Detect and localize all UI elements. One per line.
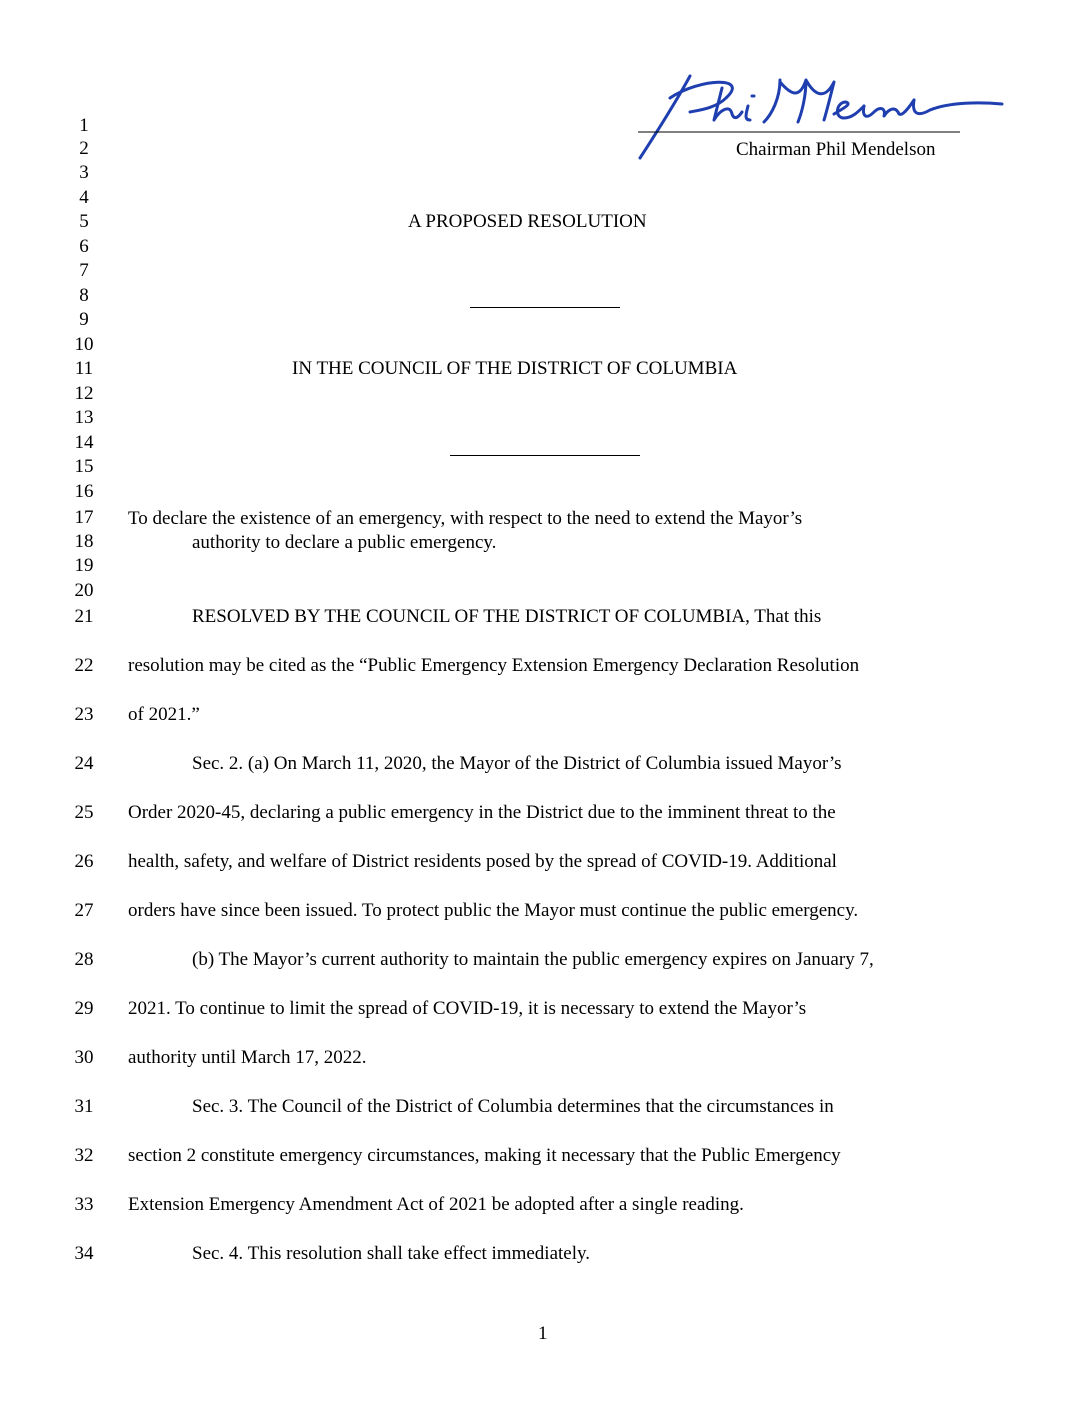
line-number: 24 [74,753,94,774]
line-number: 7 [79,260,89,281]
body-line: (b) The Mayor’s current authority to maintain the public emergency expires on January 7, [192,949,874,970]
line-number: 4 [79,187,89,208]
line-number: 10 [74,334,94,355]
body-line: health, safety, and welfare of District residents posed by the spread of COVID-19. Additional [128,851,837,872]
line-number: 30 [74,1047,94,1068]
purpose-line: To declare the existence of an emergency, with respect to the need to extend the Mayor’s [128,508,803,529]
line-number: 33 [74,1194,94,1215]
line-number: 21 [74,606,94,627]
divider-rule [450,455,640,456]
line-number: 13 [74,407,94,428]
line-number: 19 [74,555,94,576]
line-number: 8 [79,285,89,306]
line-number: 20 [74,580,94,601]
line-number: 27 [74,900,94,921]
body-line: Sec. 3. The Council of the District of Columbia determines that the circumstances in [192,1096,834,1117]
document-title: A PROPOSED RESOLUTION [408,211,647,232]
line-number: 17 [74,507,94,528]
line-number: 15 [74,456,94,477]
line-number: 32 [74,1145,94,1166]
council-heading: IN THE COUNCIL OF THE DISTRICT OF COLUMBIA [292,358,738,379]
divider-rule [470,307,620,308]
line-number: 26 [74,851,94,872]
line-number: 11 [74,358,94,379]
line-number: 25 [74,802,94,823]
line-number: 5 [79,211,89,232]
line-number: 28 [74,949,94,970]
line-number: 34 [74,1243,94,1264]
body-line: of 2021.” [128,704,200,725]
line-number: 2 [79,138,89,159]
page-number: 1 [538,1323,548,1344]
line-number: 6 [79,236,89,257]
line-number: 22 [74,655,94,676]
line-number: 29 [74,998,94,1019]
line-number: 9 [79,309,89,330]
line-number: 16 [74,481,94,502]
body-line: resolution may be cited as the “Public Emergency Extension Emergency Declaration Resolution [128,655,860,676]
body-line: Extension Emergency Amendment Act of 2021 be adopted after a single reading. [128,1194,744,1215]
line-number: 14 [74,432,94,453]
body-line: Sec. 2. (a) On March 11, 2020, the Mayor of the District of Columbia issued Mayor’s [192,753,842,774]
purpose-line: authority to declare a public emergency. [192,532,497,553]
body-line: 2021. To continue to limit the spread of COVID-19, it is necessary to extend the Mayor’s [128,998,807,1019]
line-number: 23 [74,704,94,725]
line-number: 31 [74,1096,94,1117]
body-line: section 2 constitute emergency circumstances, making it necessary that the Public Emergency [128,1145,841,1166]
line-number: 3 [79,162,89,183]
signatory-name: Chairman Phil Mendelson [736,139,936,160]
body-line: authority until March 17, 2022. [128,1047,367,1068]
body-line: orders have since been issued. To protect public the Mayor must continue the public emergency. [128,900,859,921]
line-number: 1 [79,115,89,136]
body-line: Order 2020-45, declaring a public emergency in the District due to the imminent threat to the [128,802,836,823]
line-number: 18 [74,531,94,552]
line-number: 12 [74,383,94,404]
body-line: RESOLVED BY THE COUNCIL OF THE DISTRICT OF COLUMBIA, That this [192,606,822,627]
body-line: Sec. 4. This resolution shall take effect immediately. [192,1243,591,1264]
